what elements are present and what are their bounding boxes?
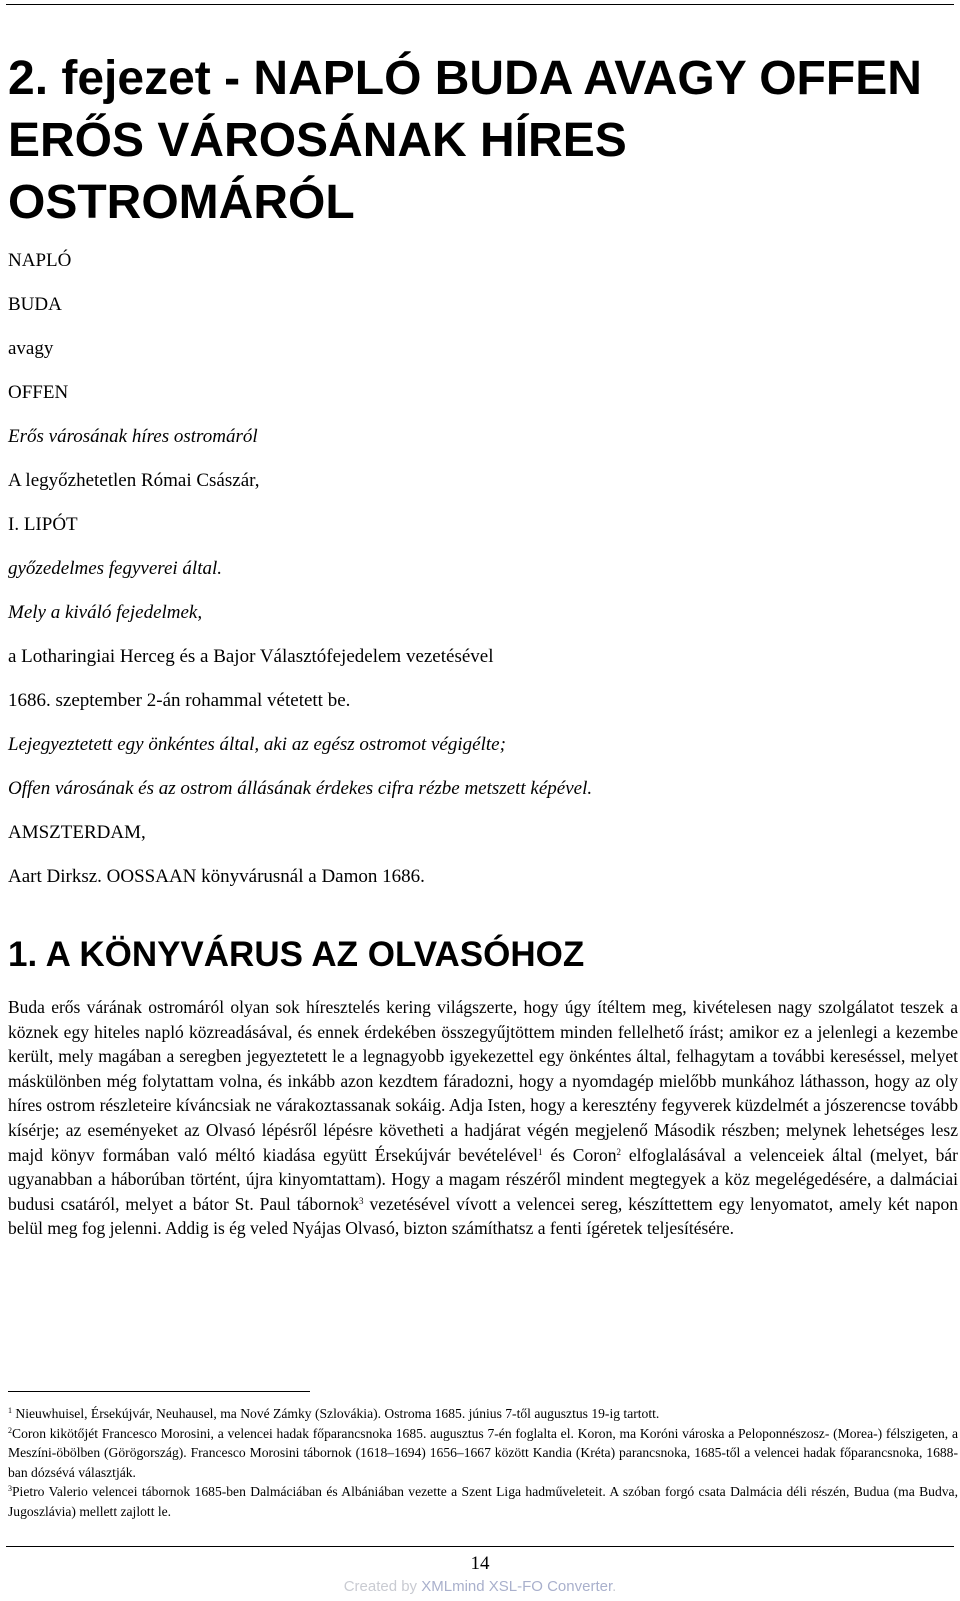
title-line: Lejegyeztetett egy önkéntes által, aki az egész ostromot végigélte; <box>8 734 506 755</box>
title-line: Mely a kiváló fejedelmek, <box>8 602 203 623</box>
footnote <box>8 1404 958 1424</box>
footnote-ref-2[interactable]: 2 <box>616 1146 622 1157</box>
footnotes <box>8 1404 958 1521</box>
title-line: a Lotharingiai Herceg és a Bajor Választófejedelem vezetésével <box>8 646 494 667</box>
footnote-separator <box>8 1391 310 1392</box>
title-line: NAPLÓ <box>8 250 72 271</box>
title-line: OFFEN <box>8 382 69 403</box>
footnote-text: Coron kikötőjét Francesco Morosini, a velencei hadak főparancsnoka 1685. augusztus 7-én foglalta el. Koron, ma Koróni városka a Peloponnészosz- (Morea-) félszigeten, a Meszíni-öbölben (Görögország). Francesco Morosini tábornok (1618–1694) 1656–1667 között Kandia (Kréta) parancsnoka, 1685-től a velencei hadak főparancsnoka, 1688-ban dózsévá választják. <box>8 1425 958 1480</box>
footnote <box>8 1424 958 1483</box>
title-line: A legyőzhetetlen Római Császár, <box>8 470 260 491</box>
footnote-text: Pietro Valerio velencei tábornok 1685-ben Dalmáciában és Albániában vezette a Szent Liga hadműveleteit. A szóban forgó csata Dalmácia déli részén, Budua (ma Budva, Jugoszlávia) mellett zajlott le. <box>8 1484 958 1519</box>
footnote <box>8 1482 958 1521</box>
body-text-part: és Coron <box>542 1144 617 1165</box>
title-line: győzedelmes fegyverei által. <box>8 558 223 579</box>
body-text-part: vezetésével vívott a velencei sereg, készíttettem egy lenyomatot, amely két napon belül meg fog jelenni. Addig is ég veled Nyájas Olvasó, bizton számíthatsz a fenti ígéretek teljesítésére. <box>8 1193 958 1239</box>
page-number: 14 <box>470 1553 490 1574</box>
footnote-mark: 2 <box>8 1425 12 1435</box>
title-line: 1686. szeptember 2-án rohammal vétetett be. <box>8 690 351 711</box>
body-paragraph <box>8 995 958 1241</box>
watermark-link[interactable]: XMLmind XSL-FO Converter <box>421 1578 613 1595</box>
section-heading: 1. A KÖNYVÁRUS AZ OLVASÓHOZ <box>8 935 585 974</box>
title-line: BUDA <box>8 294 62 315</box>
footnote-mark: 3 <box>8 1484 12 1493</box>
title-line: AMSZTERDAM, <box>8 822 146 843</box>
title-line: Offen városának és az ostrom állásának érdekes cifra rézbe metszett képével. <box>8 778 593 799</box>
footnote-text: Nieuwhuisel, Érsekújvár, Neuhausel, ma Nové Zámky (Szlovákia). Ostroma 1685. június 7-től augusztus 19-ig tartott. <box>12 1406 660 1421</box>
body-text-part: Buda erős várának ostromáról olyan sok híresztelés kering világszerte, hogy úgy ítéltem meg, kivételesen nagy szolgálatot teszek a köznek egy hiteles napló közreadásával, és ennek érdekében összegyűjtöttem minden fellelhető írást; amikor ez a jelenlegi a kezembe került, mely magában a seregben jegyeztetett le a legnagyobb igyekezettel egy önkéntes által, felhagytam a további kereséssel, melyet máskülönben még folytattam volna, és inkább azon kezdtem fáradozni, hogy a nyomdagép mielőbb munkához láthasson, hogy az oly híres ostrom részleteire kíváncsiak ne várakoztassanak sokáig. Adja Isten, hogy a keresztény fegyverek küzdelmét a jószerencse tovább kísérje; az eseményeket az Olvasó lépésről lépésre követheti a hadjárat végén megjelenő Második részben; melynek lehetséges lesz majd könyv formában való méltó kiadása együtt Érsekújvár bevételével <box>8 997 958 1165</box>
watermark-prefix: Created by <box>343 1578 422 1595</box>
title-line: I. LIPÓT <box>8 514 78 535</box>
body-text-part: elfoglalásával a velenceiek által (melyet, bár ugyanabban a háborúban történt, újra kinyomtattam). Hogy a magam részéről mindent megtegyek a köz megelégedésére, a dalmáciai budusi csatáról, melyet a bátor St. Paul tábornok <box>8 1144 959 1214</box>
footnote-ref-3[interactable]: 3 <box>359 1195 364 1206</box>
bottom-rule <box>6 1546 954 1547</box>
title-line: Aart Dirksz. OOSSAAN könyvárusnál a Damon 1686. <box>8 866 425 887</box>
chapter-title: 2. fejezet - NAPLÓ BUDA AVAGY OFFEN ERŐS VÁROSÁNAK HÍRES OSTROMÁRÓL <box>8 52 922 229</box>
watermark <box>0 1578 960 1595</box>
title-line: Erős városának híres ostromáról <box>8 426 258 447</box>
footnote-ref-1[interactable]: 1 <box>538 1146 543 1157</box>
watermark-suffix: . <box>612 1578 617 1595</box>
footnote-mark: 1 <box>8 1406 12 1415</box>
title-line: avagy <box>8 338 54 359</box>
top-rule <box>6 4 954 5</box>
